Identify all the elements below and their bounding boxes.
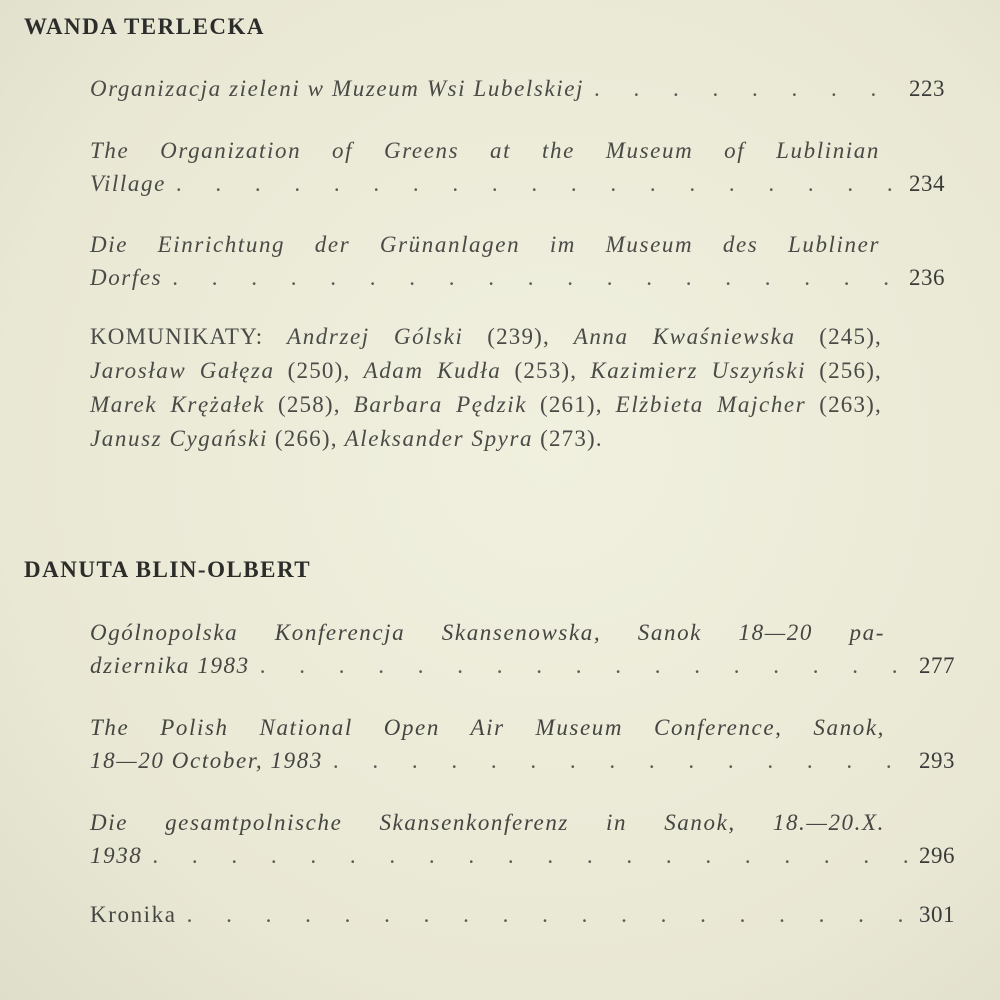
entry-title-line: Ogólnopolska Konferencja Skansenowska, Sanok 18—20 pa-: [90, 620, 885, 645]
toc-entry-continuation[interactable]: [90, 744, 955, 777]
entry-title-line: The Organization of Greens at the Museum of Lublinian: [90, 138, 880, 163]
entry-title-line: Village: [90, 171, 166, 196]
komunikat-page: (263),: [819, 392, 882, 417]
toc-entry[interactable]: [90, 134, 880, 167]
author-heading-blin-olbert: DANUTA BLIN-OLBERT: [24, 557, 312, 582]
komunikaty-paragraph: [90, 320, 882, 456]
dot-leader: [172, 261, 903, 294]
toc-entry[interactable]: [90, 616, 885, 649]
komunikat-author: Anna Kwaśniewska: [573, 324, 796, 349]
toc-entry[interactable]: [90, 72, 945, 105]
komunikat-page: (256),: [819, 358, 883, 383]
page-number: 234: [909, 171, 945, 196]
komunikat-author: Andrzej Gólski: [287, 324, 464, 349]
komunikat-author: Kazimierz Uszyński: [590, 358, 807, 383]
komunikat-page: (245),: [819, 324, 883, 349]
komunikat-author: Jarosław Gałęza: [90, 358, 275, 383]
dot-leader: [187, 898, 913, 931]
komunikat-author: Adam Kudła: [363, 358, 502, 383]
dot-leader: [260, 649, 913, 682]
komunikat-page: (258),: [277, 392, 341, 417]
page-number: 223: [909, 76, 945, 101]
komunikat-page: (266),: [274, 426, 338, 451]
entry-title-line: Dorfes: [90, 265, 163, 290]
page-number: 236: [909, 265, 945, 290]
komunikaty-label: KOMUNIKATY:: [90, 324, 264, 349]
entry-title-line: The Polish National Open Air Museum Conference, Sanok,: [90, 715, 885, 740]
komunikat-page: (273).: [540, 426, 603, 451]
toc-entry[interactable]: [90, 711, 885, 744]
komunikat-page: (253),: [514, 358, 578, 383]
komunikat-author: Marek Krężałek: [90, 392, 266, 417]
page-number: 296: [919, 843, 955, 868]
toc-entry-kronika[interactable]: [90, 898, 955, 931]
komunikat-author: Elżbieta Majcher: [615, 392, 807, 417]
komunikat-page: (261),: [539, 392, 603, 417]
dot-leader: [176, 167, 903, 200]
komunikat-page: (239),: [487, 324, 550, 349]
author-heading-terlecka: WANDA TERLECKA: [24, 14, 266, 39]
entry-title: Kronika: [90, 902, 177, 927]
page-number: 301: [919, 902, 955, 927]
dot-leader: [152, 839, 913, 872]
komunikat-author: Aleksander Spyra: [344, 426, 534, 451]
entry-title-line: Die gesamtpolnische Skansenkonferenz in Sanok, 18.—20.X.: [90, 810, 885, 835]
komunikat-author: Janusz Cygański: [90, 426, 268, 451]
entry-title-line: Die Einrichtung der Grünanlagen im Museum des Lubliner: [90, 232, 880, 257]
toc-entry-continuation[interactable]: [90, 167, 945, 200]
toc-entry-continuation[interactable]: [90, 839, 955, 872]
toc-entry[interactable]: [90, 228, 880, 261]
toc-entry[interactable]: [90, 806, 885, 839]
entry-title-line: 18—20 October, 1983: [90, 748, 323, 773]
komunikat-page: (250),: [287, 358, 351, 383]
dot-leader: [333, 744, 913, 777]
toc-entry-continuation[interactable]: [90, 649, 955, 682]
toc-entry-continuation[interactable]: [90, 261, 945, 294]
entry-title-line: dziernika 1983: [90, 653, 250, 678]
page-number: 277: [919, 653, 955, 678]
entry-title-line: 1938: [90, 843, 143, 868]
komunikat-author: Barbara Pędzik: [353, 392, 528, 417]
page-number: 293: [919, 748, 955, 773]
dot-leader: [594, 72, 903, 105]
entry-title: Organizacja zieleni w Muzeum Wsi Lubelskiej: [90, 76, 585, 101]
